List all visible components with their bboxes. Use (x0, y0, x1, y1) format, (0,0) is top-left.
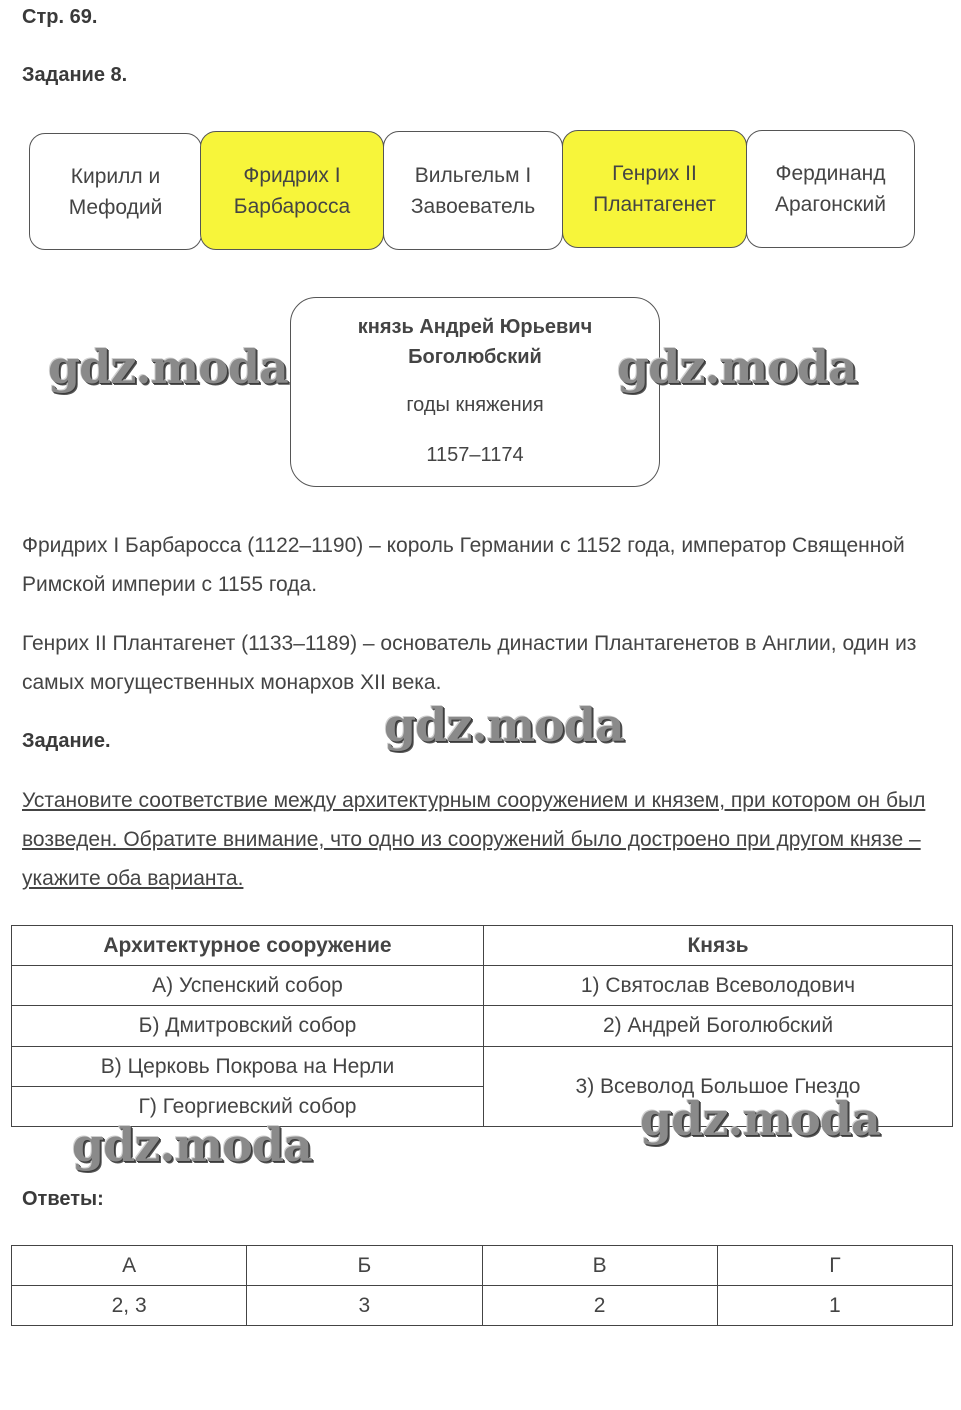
table-row (12, 1286, 953, 1326)
watermark: gdz.moda (384, 698, 624, 752)
building-cell: А) Успенский собор (12, 966, 484, 1006)
answer-value-v: 2 (482, 1286, 717, 1326)
table-row (12, 1047, 953, 1087)
assignment-text: Установите соответствие между архитектурным сооружением и князем, при котором он был возведен. Обратите внимание, что одно из сооружений было достроено при другом князе – укажите оба варианта. (22, 789, 926, 890)
col-header-prince: Князь (484, 926, 953, 966)
answer-header-g: Г (717, 1246, 952, 1286)
table-row (12, 966, 953, 1006)
building-cell: Г) Георгиевский собор (12, 1087, 484, 1127)
watermark: gdz.moda (72, 1118, 312, 1172)
reign-label: годы княжения (406, 394, 544, 416)
reign-years: 1157–1174 (426, 444, 524, 466)
figure-box-cyril-methodius: Кирилл и Мефодий (29, 133, 202, 250)
prince-cell: 1) Святослав Всеволодович (484, 966, 953, 1006)
table-row (12, 1006, 953, 1047)
table-row (12, 926, 953, 966)
prince-name-line1: князь Андрей Юрьевич (357, 316, 593, 338)
prince-name (291, 312, 659, 372)
watermark: gdz.moda (640, 1092, 880, 1146)
answer-value-b: 3 (247, 1286, 482, 1326)
figure-box-william: Вильгельм I Завоеватель (383, 131, 563, 250)
building-cell: Б) Дмитровский собор (12, 1006, 484, 1047)
figure-box-ferdinand: Фердинанд Арагонский (746, 130, 915, 248)
prince-name-line2: Боголюбский (408, 346, 542, 368)
page-number: Стр. 69. (22, 6, 98, 28)
watermark: gdz.moda (617, 340, 857, 394)
prince-cell: 3) Всеволод Большое Гнездо (484, 1047, 953, 1127)
figure-box-henry: Генрих II Плантагенет (562, 130, 747, 248)
answer-value-g: 1 (717, 1286, 952, 1326)
paragraph-frederick: Фридрих I Барбаросса (1122–1190) – король Германии с 1152 года, император Священной Римской империи с 1155 года. (22, 534, 905, 596)
paragraph-henry: Генрих II Плантагенет (1133–1189) – основатель династии Плантагенетов в Англии, один из самых могущественных монархов XII века. (22, 632, 917, 694)
prince-cell: 2) Андрей Боголюбский (484, 1006, 953, 1047)
table-row (12, 1246, 953, 1286)
watermark: gdz.moda (48, 340, 288, 394)
answer-header-v: В (482, 1246, 717, 1286)
col-header-building: Архитектурное сооружение (12, 926, 484, 966)
answers-table (11, 1245, 953, 1326)
assignment-heading: Задание. (22, 730, 111, 752)
prince-card (290, 297, 660, 487)
building-cell: В) Церковь Покрова на Нерли (12, 1047, 484, 1087)
answers-heading: Ответы: (22, 1188, 104, 1210)
task-heading: Задание 8. (22, 64, 128, 86)
answer-header-a: А (12, 1246, 247, 1286)
answer-value-a: 2, 3 (12, 1286, 247, 1326)
figure-box-frederick: Фридрих I Барбаросса (200, 131, 384, 250)
answer-header-b: Б (247, 1246, 482, 1286)
